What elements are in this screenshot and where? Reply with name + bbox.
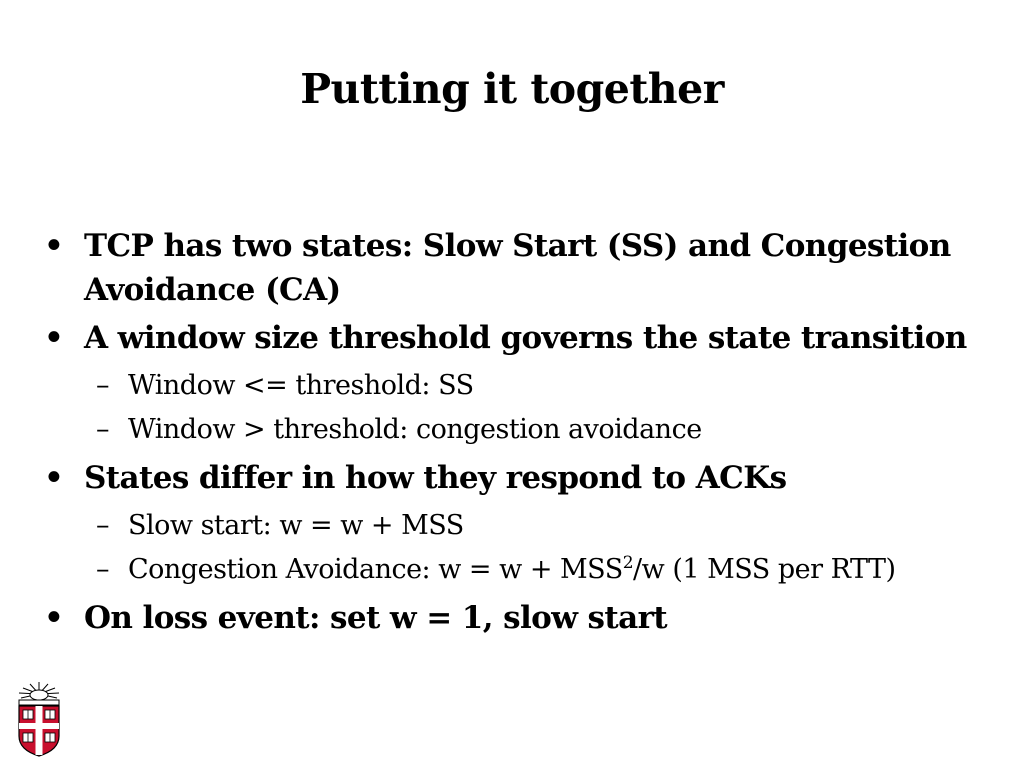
- bullet-text: A window size threshold governs the state transition: [84, 320, 967, 356]
- bullet-list: [40, 224, 980, 644]
- bullet-marker: •: [44, 600, 64, 636]
- sub-bullet-marker: –: [96, 554, 109, 585]
- bullet-text: On loss event: set w = 1, slow start: [84, 600, 668, 636]
- university-seal-icon: [14, 680, 64, 758]
- sub-bullet-item-slow-start-rule: [40, 504, 980, 548]
- bullet-text: TCP has two states: Slow Start (SS) and Congestion Avoidance (CA): [84, 228, 951, 308]
- sub-bullet-text: [128, 554, 896, 585]
- bullet-text: States differ in how they respond to ACKs: [84, 460, 787, 496]
- sub-bullet-item-ss-condition: [40, 364, 980, 408]
- bullet-marker: •: [44, 460, 64, 496]
- bullet-item-ack-response: [40, 456, 980, 500]
- sub-bullet-text: Window <= threshold: SS: [128, 370, 474, 401]
- bullet-marker: •: [44, 320, 64, 356]
- superscript-exponent: 2: [622, 553, 634, 573]
- sub-bullet-marker: –: [96, 414, 109, 445]
- sub-bullet-item-ca-rule: [40, 548, 980, 592]
- slide-title: Putting it together: [300, 65, 724, 113]
- bullet-marker: •: [44, 228, 64, 264]
- sub-bullet-text: Slow start: w = w + MSS: [128, 510, 464, 541]
- bullet-item-threshold: [40, 316, 980, 360]
- sub-bullet-text: Window > threshold: congestion avoidance: [128, 414, 702, 445]
- sub-bullet-marker: –: [96, 370, 109, 401]
- bullet-item-tcp-states: [40, 224, 980, 312]
- formula-text: Congestion Avoidance: w = w + MSS: [128, 554, 623, 585]
- sub-bullet-marker: –: [96, 510, 109, 541]
- bullet-item-loss-event: [40, 596, 980, 640]
- sub-bullet-item-ca-condition: [40, 408, 980, 452]
- formula-text-rest: /w (1 MSS per RTT): [633, 554, 896, 585]
